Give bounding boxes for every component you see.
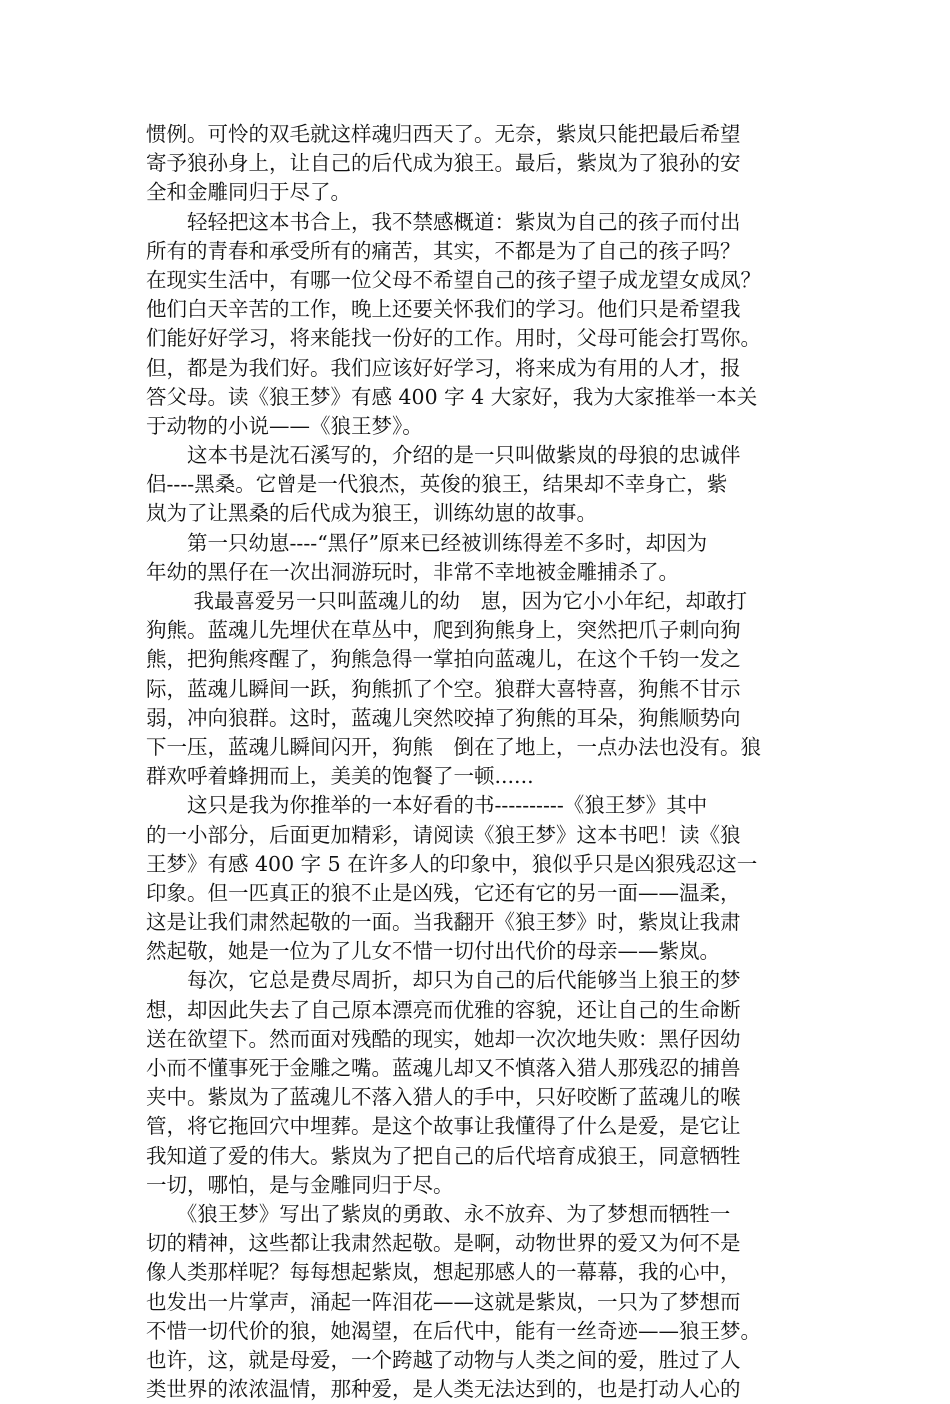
text-line: 想，却因此失去了自己原本漂亮而优雅的容貌，还让自己的生命断 xyxy=(146,997,741,1022)
text-line: 不惜一切代价的狼，她渴望，在后代中，能有一丝奇迹——狼王梦。 xyxy=(146,1318,761,1343)
text-line: 王梦》有感 400 字 5 在许多人的印象中，狼似乎只是凶狠残忍这一 xyxy=(146,851,758,876)
text-line: 群欢呼着蜂拥而上，美美的饱餐了一顿...... xyxy=(146,764,534,789)
text-line: 在现实生活中，有哪一位父母不希望自己的孩子望子成龙望女成凤？ xyxy=(146,267,761,292)
text-line: 管，将它拖回穴中埋葬。是这个故事让我懂得了什么是爱，是它让 xyxy=(146,1114,741,1139)
text-line: 侣----黑桑。它曾是一代狼杰，英俊的狼王，结果却不幸身亡，紫 xyxy=(146,472,728,497)
text-line: 但，都是为我们好。我们应该好好学习，将来成为有用的人才，报 xyxy=(146,355,741,380)
text-line: 像人类那样呢？每每想起紫岚，想起那感人的一幕幕，我的心中， xyxy=(146,1260,741,1285)
text-line: 寄予狼孙身上，让自己的后代成为狼王。最后，紫岚为了狼孙的安 xyxy=(146,151,741,176)
text-line: 《狼王梦》写出了紫岚的勇敢、永不放弃、为了梦想而牺牲一 xyxy=(146,1201,731,1226)
text-line: 这只是我为你推举的一本好看的书----------《狼王梦》其中 xyxy=(146,793,708,818)
text-line: 切的精神，这些都让我肃然起敬。是啊，动物世界的爱又为何不是 xyxy=(146,1231,741,1256)
body-text xyxy=(146,120,836,1404)
text-line: 我知道了爱的伟大。紫岚为了把自己的后代培育成狼王，同意牺牲 xyxy=(146,1143,741,1168)
text-line: 他们白天辛苦的工作，晚上还要关怀我们的学习。他们只是希望我 xyxy=(146,297,741,322)
text-line: 轻轻把这本书合上，我不禁感概道：紫岚为自己的孩子而付出 xyxy=(146,209,741,234)
text-line: 也许，这，就是母爱，一个跨越了动物与人类之间的爱，胜过了人 xyxy=(146,1347,741,1372)
text-line: 的一小部分，后面更加精彩，请阅读《狼王梦》这本书吧！读《狼 xyxy=(146,822,741,847)
text-line: 印象。但一匹真正的狼不止是凶残，它还有它的另一面——温柔， xyxy=(146,880,741,905)
text-line: 类世界的浓浓温情，那种爱，是人类无法达到的，也是打动人心的 xyxy=(146,1377,741,1402)
text-line: 送在欲望下。然而面对残酷的现实，她却一次次地失败：黑仔因幼 xyxy=(146,1026,741,1051)
text-line: 一切，哪怕，是与金雕同归于尽。 xyxy=(146,1172,454,1197)
text-line: 狗熊。蓝魂儿先埋伏在草丛中，爬到狗熊身上，突然把爪子刺向狗 xyxy=(146,618,741,643)
text-line: 所有的青春和承受所有的痛苦，其实，不都是为了自己的孩子吗？ xyxy=(146,238,741,263)
text-line: 答父母。读《狼王梦》有感 400 字 4 大家好，我为大家推举一本关 xyxy=(146,384,758,409)
text-line: 际，蓝魂儿瞬间一跃，狗熊抓了个空。狼群大喜特喜，狗熊不甘示 xyxy=(146,676,741,701)
text-line: 然起敬，她是一位为了儿女不惜一切付出代价的母亲——紫岚。 xyxy=(146,939,720,964)
text-line: 这是让我们肃然起敬的一面。当我翻开《狼王梦》时，紫岚让我肃 xyxy=(146,910,741,935)
text-line: 下一压，蓝魂儿瞬间闪开，狗熊 倒在了地上，一点办法也没有。狼 xyxy=(146,734,761,759)
text-line: 全和金雕同归于尽了。 xyxy=(146,180,351,205)
text-line: 小而不懂事死于金雕之嘴。蓝魂儿却又不慎落入猎人那残忍的捕兽 xyxy=(146,1056,741,1080)
text-line: 们能好好学习，将来能找一份好的工作。用时，父母可能会打骂你。 xyxy=(146,326,761,351)
text-line: 也发出一片掌声，涌起一阵泪花——这就是紫岚，一只为了梦想而 xyxy=(146,1289,741,1314)
text-line: 夹中。紫岚为了蓝魂儿不落入猎人的手中，只好咬断了蓝魂儿的喉 xyxy=(146,1085,741,1110)
text-line: 弱，冲向狼群。这时，蓝魂儿突然咬掉了狗熊的耳朵，狗熊顺势向 xyxy=(146,705,741,730)
text-line: 每次，它总是费尽周折，却只为自己的后代能够当上狼王的梦 xyxy=(146,968,741,993)
text-line: 于动物的小说——《狼王梦》。 xyxy=(146,413,423,438)
text-line: 这本书是沈石溪写的，介绍的是一只叫做紫岚的母狼的忠诚伴 xyxy=(146,443,741,468)
text-line: 年幼的黑仔在一次出洞游玩时，非常不幸地被金雕捕杀了。 xyxy=(146,559,679,584)
text-line: 岚为了让黑桑的后代成为狼王，训练幼崽的故事。 xyxy=(146,501,597,526)
text-line: 我最喜爱另一只叫蓝魂儿的幼 崽，因为它小小年纪，却敢打 xyxy=(146,589,748,613)
text-line: 熊，把狗熊疼醒了，狗熊急得一掌拍向蓝魂儿，在这个千钧一发之 xyxy=(146,647,741,672)
text-line: 第一只幼崽----“黑仔”原来已经被训练得差不多时，却因为 xyxy=(146,530,708,555)
text-line: 惯例。可怜的双毛就这样魂归西天了。无奈，紫岚只能把最后希望 xyxy=(146,122,741,146)
